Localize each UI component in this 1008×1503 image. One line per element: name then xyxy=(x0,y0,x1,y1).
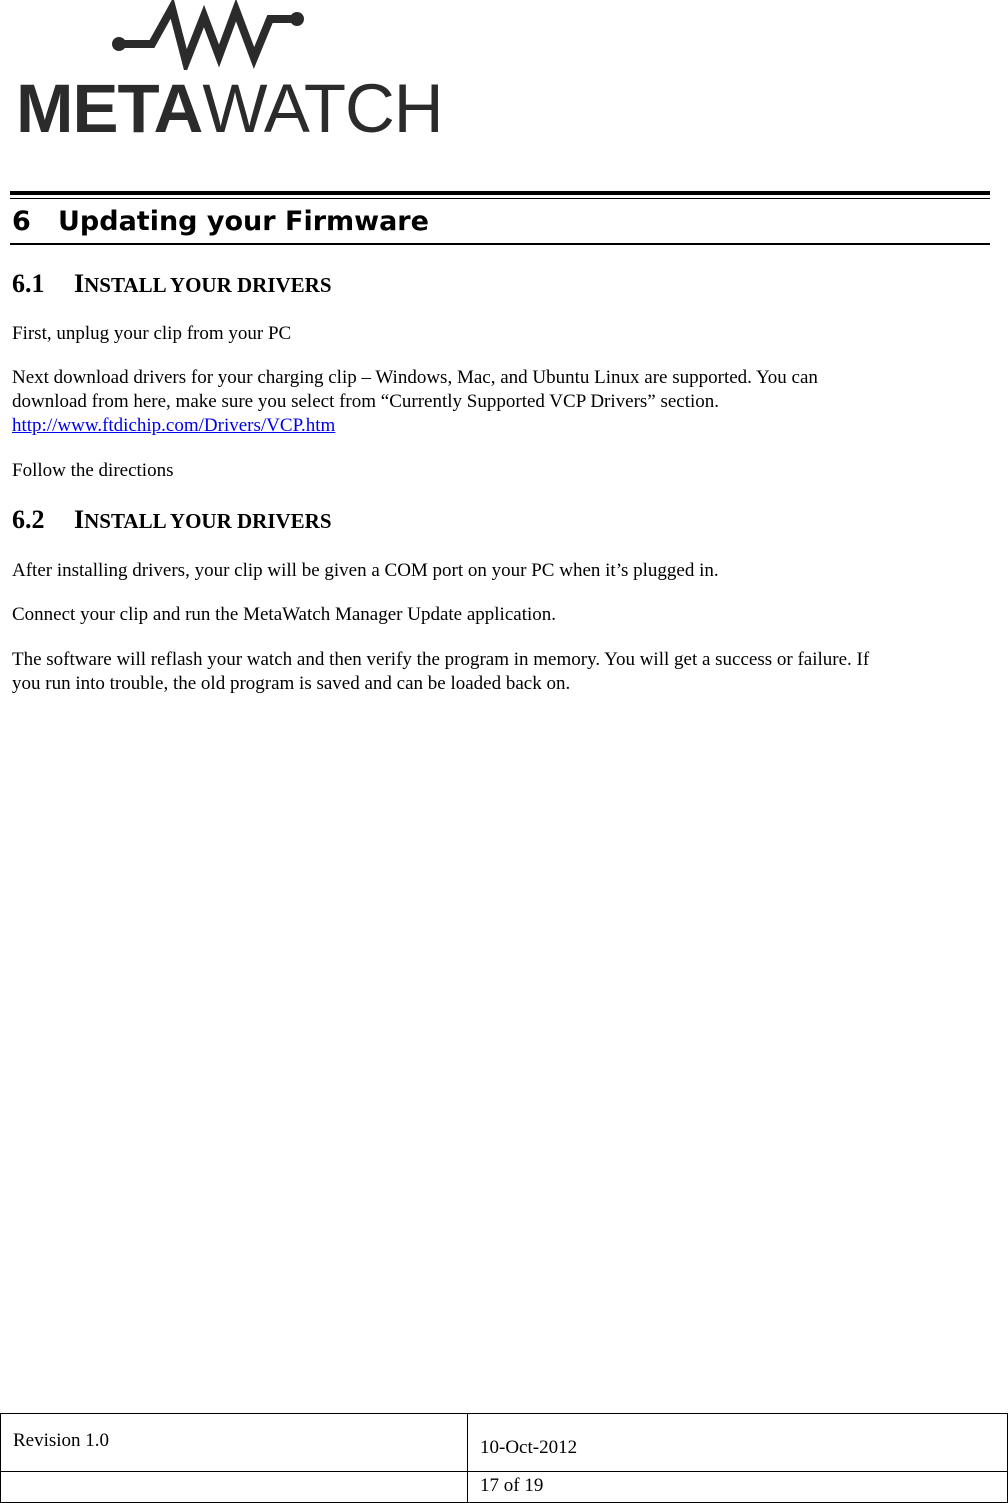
footer-revision-text: Revision 1.0 xyxy=(13,1430,110,1451)
subsection-heading-6-1 xyxy=(12,268,332,301)
header-rule-thin xyxy=(10,198,990,199)
paragraph-download xyxy=(12,366,992,438)
subsection-first-letter: I xyxy=(74,505,85,534)
footer-revision xyxy=(1,1414,468,1472)
paragraph-follow: Follow the directions xyxy=(12,460,174,481)
header-rule-thick xyxy=(10,191,990,195)
subsection-number: 6.2 xyxy=(12,505,45,534)
ftdi-driver-link[interactable]: http://www.ftdichip.com/Drivers/VCP.htm xyxy=(12,415,336,436)
subsection-first-letter: I xyxy=(74,269,85,298)
page-footer xyxy=(0,1413,1008,1503)
subsection-title-rest: NSTALL YOUR DRIVERS xyxy=(84,509,332,533)
logo-text-meta: META xyxy=(16,70,203,147)
paragraph-com-port: After installing drivers, your clip will be given a COM port on your PC when it’s plugged in. xyxy=(12,560,719,581)
footer-date xyxy=(468,1414,1008,1472)
section-heading xyxy=(12,204,429,240)
footer-empty-cell xyxy=(1,1472,468,1503)
paragraph-reflash xyxy=(12,648,992,696)
section-number: 6 xyxy=(12,206,31,237)
logo-text-watch: WATCH xyxy=(202,70,443,147)
paragraph-download-line1: Next download drivers for your charging clip – Windows, Mac, and Ubuntu Linux are supported. You can xyxy=(12,367,818,388)
heading-underline xyxy=(10,243,990,245)
waveform-logo-icon xyxy=(14,0,314,70)
subsection-heading-6-2 xyxy=(12,504,332,537)
paragraph-connect: Connect your clip and run the MetaWatch Manager Update application. xyxy=(12,604,557,625)
paragraph-unplug: First, unplug your clip from your PC xyxy=(12,323,292,344)
footer-page xyxy=(468,1472,1008,1503)
footer-date-text: 10-Oct-2012 xyxy=(480,1437,578,1458)
metawatch-logo xyxy=(14,0,443,147)
section-title: Updating your Firmware xyxy=(58,206,429,237)
paragraph-download-line2: download from here, make sure you select from “Currently Supported VCP Drivers” section. xyxy=(12,391,720,412)
paragraph-reflash-line1: The software will reflash your watch and then verify the program in memory. You will get a success or failure. If xyxy=(12,649,870,670)
logo-wordmark xyxy=(16,70,443,147)
paragraph-reflash-line2: you run into trouble, the old program is saved and can be loaded back on. xyxy=(12,673,571,694)
footer-page-text: 17 of 19 xyxy=(480,1475,544,1496)
subsection-number: 6.1 xyxy=(12,269,45,298)
subsection-title-rest: NSTALL YOUR DRIVERS xyxy=(84,273,332,297)
